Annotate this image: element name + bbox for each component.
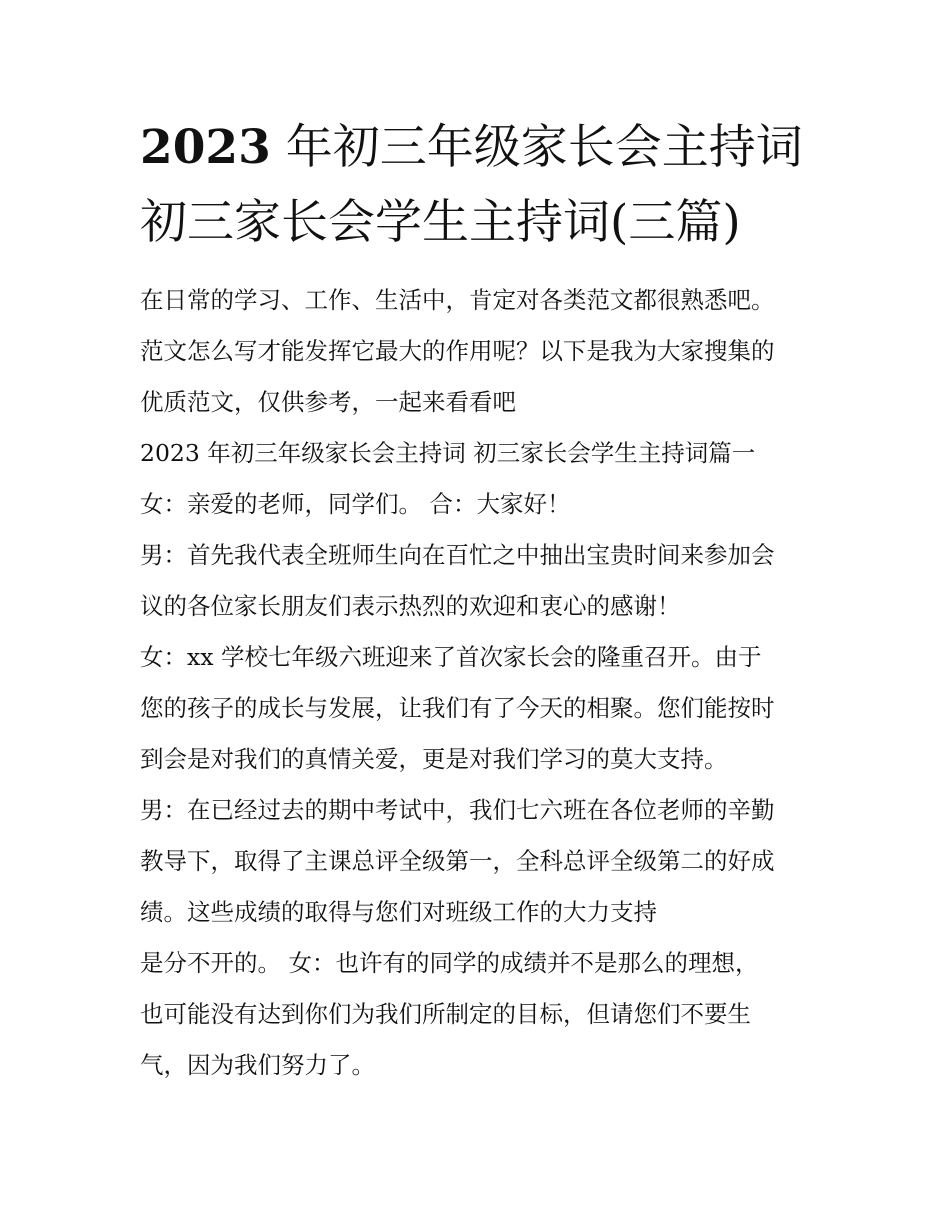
body-line: 是分不开的。 女：也许有的同学的成绩并不是那么的理想， [140, 949, 759, 977]
body-line: 男：在已经过去的期中考试中，我们七六班在各位老师的辛勤 [140, 796, 775, 824]
body-line: 女：xx 学校七年级六班迎来了首次家长会的隆重召开。由于 [140, 643, 762, 671]
document-title-line-2: 初三家长会学生主持词(三篇) [140, 195, 741, 250]
body-line: 您的孩子的成长与发展，让我们有了今天的相聚。您们能按时 [140, 694, 775, 722]
title-year: 2023 [140, 120, 271, 175]
body-line: 在日常的学习、工作、生活中，肯定对各类范文都很熟悉吧。 [140, 286, 775, 314]
section-heading: 2023 年初三年级家长会主持词 初三家长会学生主持词篇一 [140, 439, 756, 467]
body-line: 男：首先我代表全班师生向在百忙之中抽出宝贵时间来参加会 [140, 541, 775, 569]
body-line: 议的各位家长朋友们表示热烈的欢迎和衷心的感谢！ [140, 592, 681, 620]
body-line: 也可能没有达到你们为我们所制定的目标，但请您们不要生 [140, 1000, 751, 1028]
body-line: 优质范文，仅供参考，一起来看看吧 [140, 388, 516, 416]
body-line: 到会是对我们的真情关爱，更是对我们学习的莫大支持。 [140, 745, 728, 773]
title-text: 年初三年级家长会主持词 [270, 120, 803, 175]
body-line: 教导下，取得了主课总评全级第一，全科总评全级第二的好成 [140, 847, 775, 875]
document-title-line-1 [140, 118, 840, 178]
body-line: 绩。这些成绩的取得与您们对班级工作的大力支持 [140, 898, 657, 926]
body-line: 女：亲爱的老师，同学们。 合：大家好！ [140, 490, 571, 518]
body-line: 范文怎么写才能发挥它最大的作用呢？以下是我为大家搜集的 [140, 337, 775, 365]
body-line: 气，因为我们努力了。 [140, 1051, 375, 1079]
